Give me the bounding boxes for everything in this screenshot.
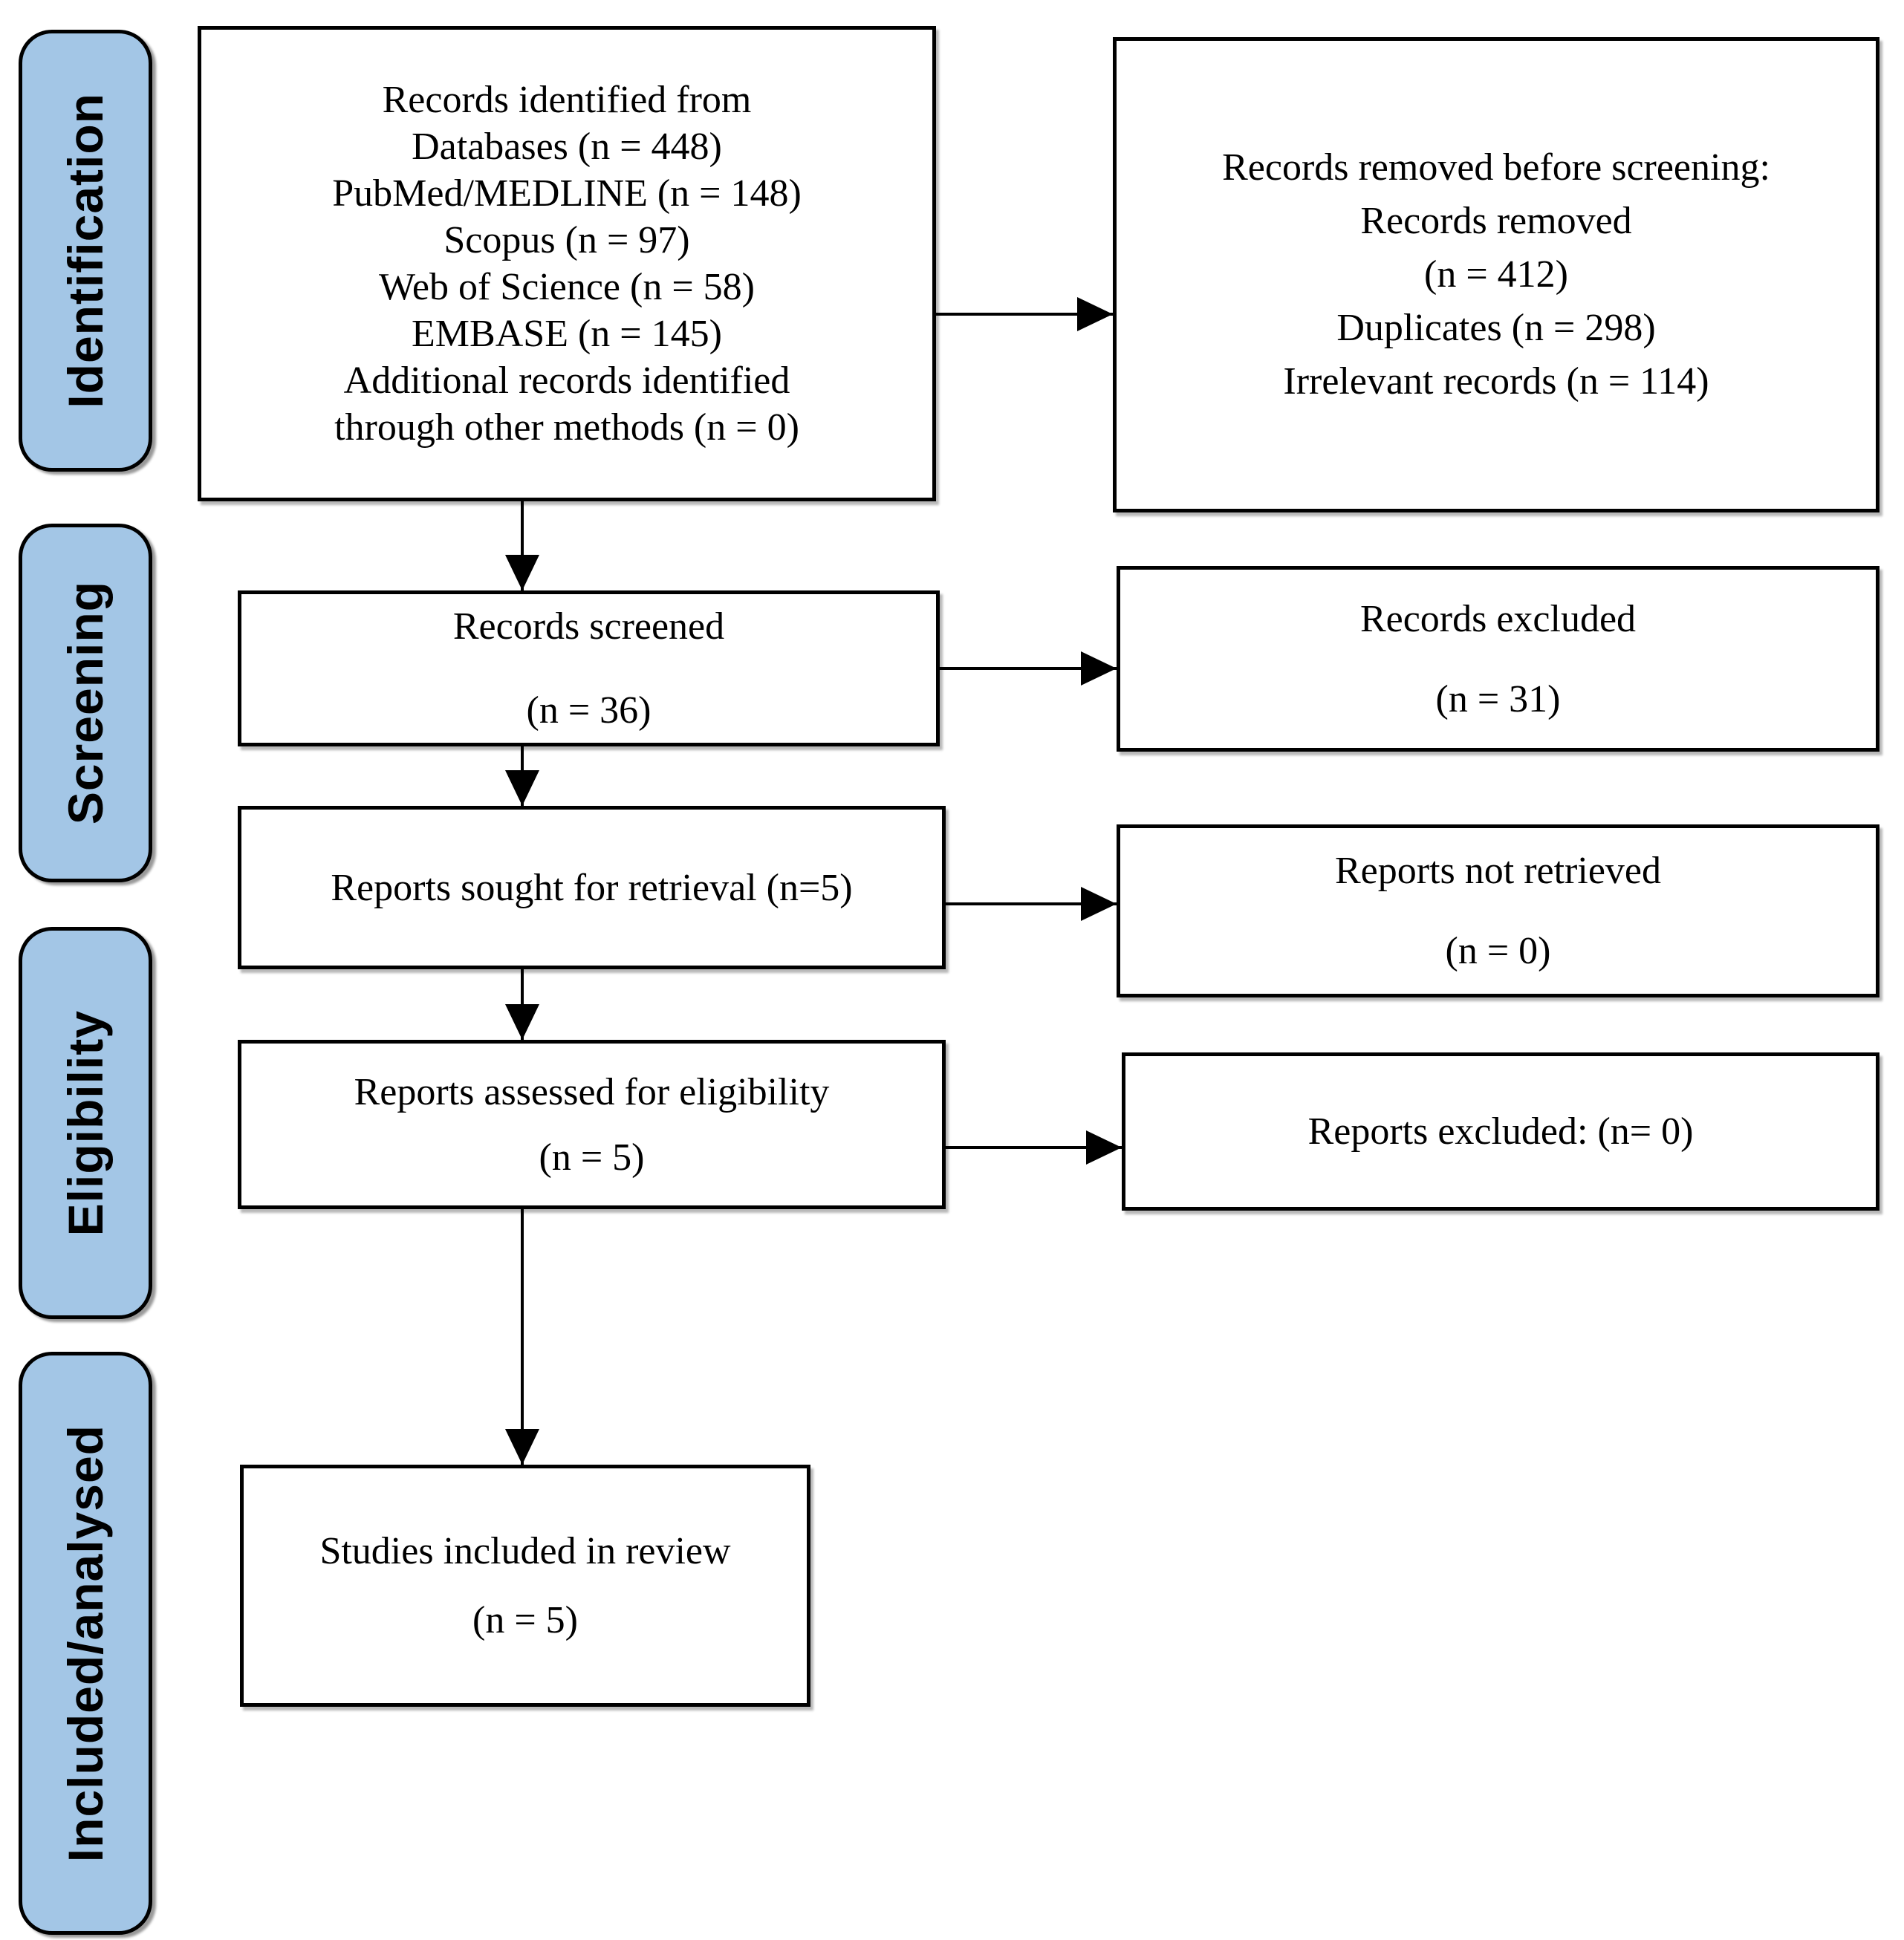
box-line: (n = 5) [472,1599,578,1641]
box-line: Databases (n = 448) [412,126,722,168]
arrow-identified-to-screened [521,501,524,590]
box-line: (n = 31) [1435,677,1561,720]
box-line: PubMed/MEDLINE (n = 148) [332,172,802,215]
box-records-identified [198,26,936,501]
stage-pill-screening [19,524,152,882]
box-line: Records screened [452,605,725,648]
arrow-assessed-to-included [521,1209,524,1465]
box-reports-not-retrieved [1117,824,1879,997]
box-line: Scopus (n = 97) [443,219,690,261]
box-reports-excluded [1122,1052,1879,1211]
box-line: Reports assessed for eligibility [354,1070,830,1113]
box-line: Web of Science (n = 58) [379,266,755,308]
arrowhead-right-icon [1086,1130,1122,1165]
box-line: Additional records identified [343,359,790,402]
arrowhead-right-icon [1077,297,1113,331]
stage-pill-eligibility [19,927,152,1319]
box-line: Records removed before screening: [1222,146,1770,189]
box-reports-sought [238,806,946,969]
box-records-screened [238,590,940,746]
box-line: Reports not retrieved [1335,850,1661,892]
arrowhead-right-icon [1081,887,1117,921]
box-line: Studies included in review [319,1530,731,1572]
arrowhead-right-icon [1081,651,1117,686]
box-line: Irrelevant records (n = 114) [1283,360,1709,403]
stage-pill-identification [19,30,152,472]
arrow-sought-to-not-retrieved [946,902,1117,905]
stage-label-screening: Screening [58,581,113,825]
stage-label-included-analysed: Included/analysed [58,1424,113,1863]
stage-pill-included-analysed [19,1352,152,1935]
stage-label-identification: Identification [58,93,113,408]
box-line: (n = 5) [539,1136,645,1179]
box-line: (n = 36) [526,689,652,732]
box-line: Records excluded [1359,597,1637,640]
box-line: Duplicates (n = 298) [1336,307,1656,349]
box-line: Records identified from [382,79,752,121]
arrowhead-down-icon [505,770,539,806]
box-line: (n = 412) [1424,253,1568,296]
arrow-screened-to-sought [521,746,524,806]
box-line: (n = 0) [1445,930,1551,972]
arrowhead-down-icon [505,1004,539,1040]
arrowhead-down-icon [505,1429,539,1465]
arrow-sought-to-assessed [521,969,524,1040]
arrow-screened-to-excluded [940,667,1117,670]
box-studies-included [240,1465,810,1707]
box-line: Records removed [1360,200,1632,242]
box-line: through other methods (n = 0) [334,406,799,449]
box-line: Reports sought for retrieval (n=5) [331,866,853,909]
arrowhead-down-icon [505,555,539,590]
box-records-removed-before-screening [1113,37,1879,512]
box-line: Reports excluded: (n= 0) [1307,1110,1694,1153]
arrow-assessed-to-reports-excluded [946,1146,1122,1149]
stage-label-eligibility: Eligibility [58,1009,113,1237]
box-records-excluded [1117,566,1879,752]
arrow-identified-to-removed [936,313,1113,316]
box-line: EMBASE (n = 145) [412,313,722,355]
box-reports-assessed [238,1040,946,1209]
